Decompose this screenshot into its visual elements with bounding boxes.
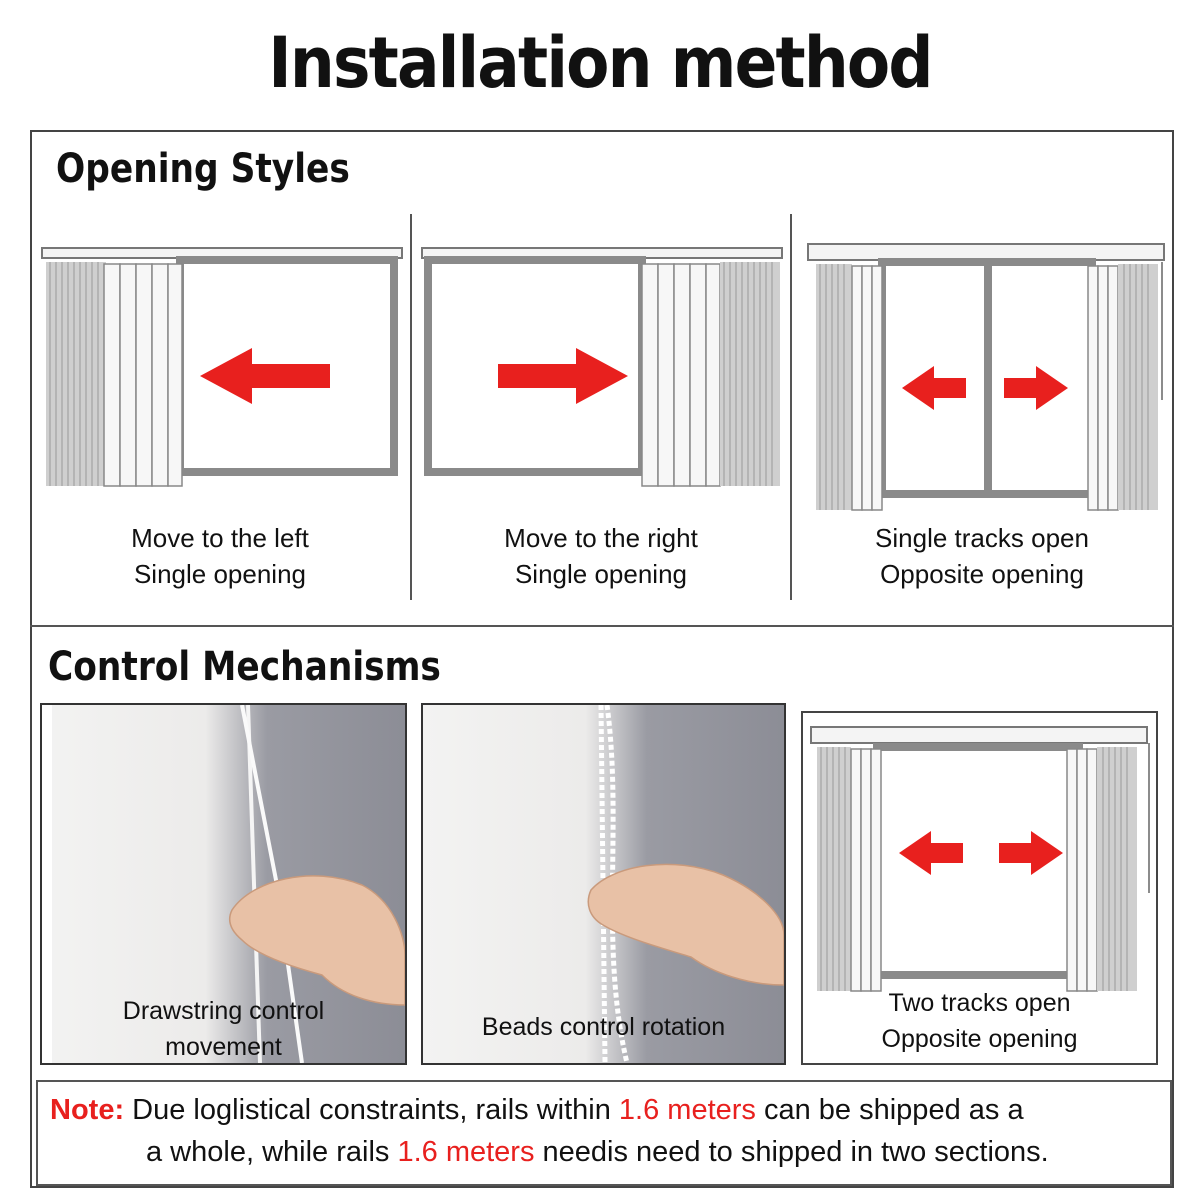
control-mechanisms-heading: Control Mechanisms [48,644,441,690]
drawstring-photo [40,703,407,1065]
caption-line: Beads control rotation [481,1013,726,1041]
section-divider [30,625,1174,627]
curtain-illustration-left [40,244,406,490]
curtain-illustration-right [420,244,786,490]
opening-caption-left [30,520,410,592]
caption-line: Move to the left [131,523,309,553]
caption-line: Single opening [133,559,307,589]
opening-caption-right [412,520,790,592]
note-text: Due loglistical constraints, rails within [132,1094,611,1126]
caption-line: Single tracks open [875,523,1089,553]
caption-line: Drawstring control [122,997,325,1025]
two-tracks-caption [803,985,1156,1057]
drawstring-caption [42,993,405,1065]
two-tracks-panel [801,711,1158,1065]
caption-line: Single opening [514,559,688,589]
note-text: can be shipped as a [763,1094,1024,1126]
beads-caption [423,1009,784,1045]
note-text: a whole, while rails [146,1136,390,1168]
note-label: Note: [50,1094,125,1126]
beads-photo [421,703,786,1065]
note-line-2 [146,1136,1049,1169]
caption-line: Two tracks open [888,989,1071,1017]
note-text: needis need to shipped in two sections. [542,1136,1049,1168]
note-highlight: 1.6 meters [618,1094,756,1126]
page-title: Installation method [268,22,932,104]
curtain-illustration-opposite [806,240,1170,514]
opening-caption-opposite [792,520,1172,592]
caption-line: Move to the right [504,523,698,553]
note-line-1 [50,1094,1024,1127]
note-highlight: 1.6 meters [397,1136,535,1168]
opening-styles-heading: Opening Styles [56,146,350,192]
caption-line: movement [165,1033,282,1061]
caption-line: Opposite opening [881,1025,1078,1053]
caption-line: Opposite opening [880,559,1084,589]
curtain-illustration-two-tracks [803,713,1156,993]
